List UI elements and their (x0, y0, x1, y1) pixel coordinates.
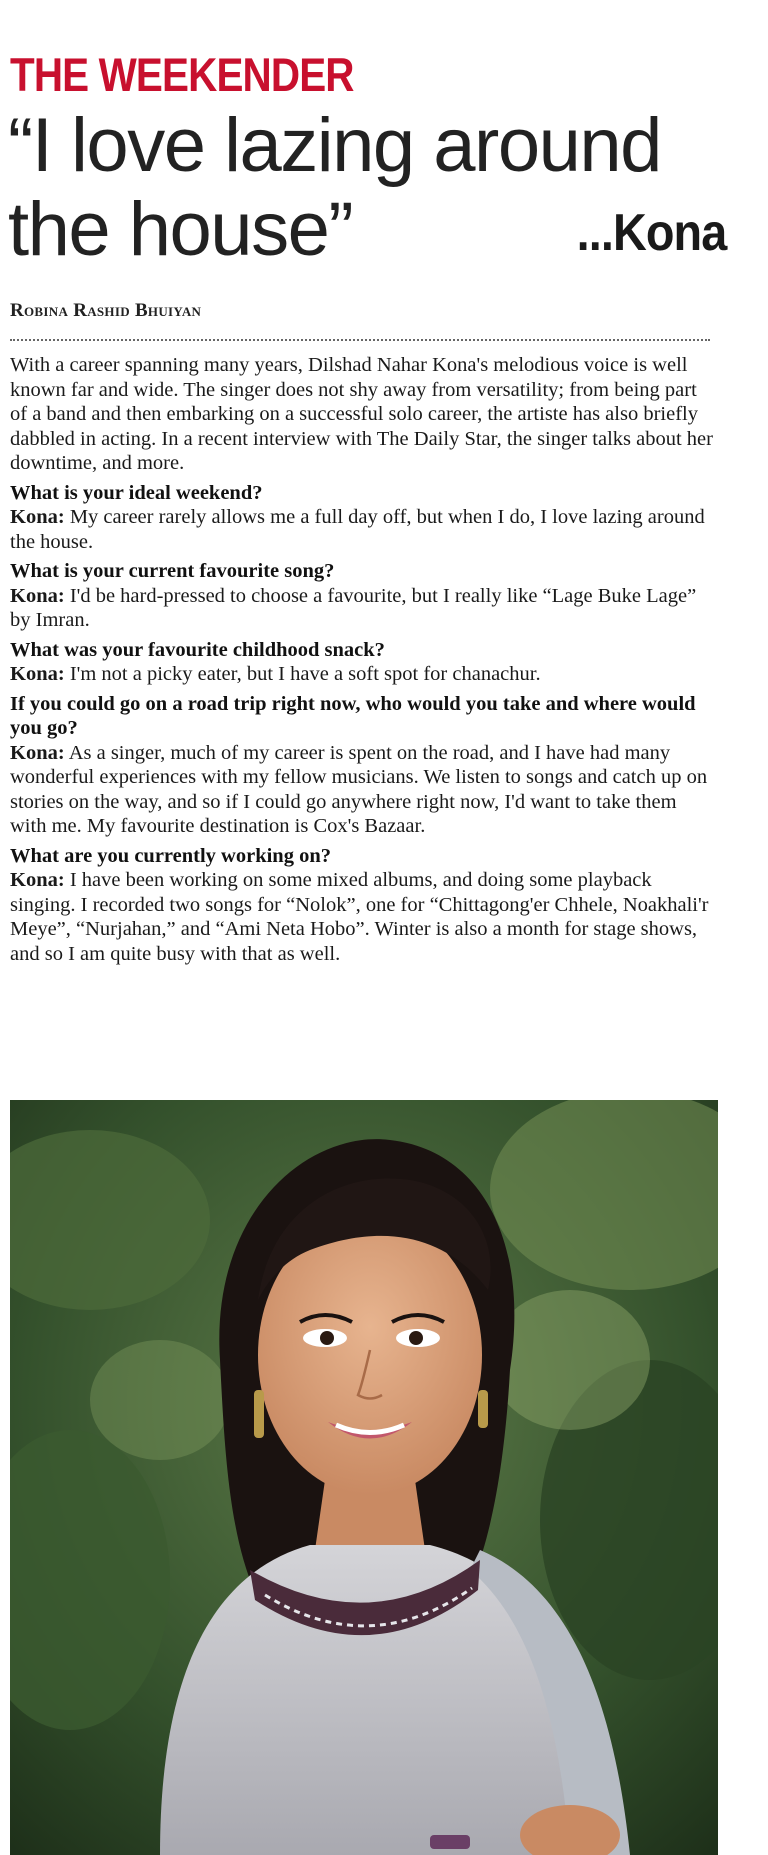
headline-attribution: ...Kona (576, 204, 726, 262)
answer-3 (10, 662, 715, 687)
answer-4 (10, 741, 715, 839)
intro-paragraph: With a career spanning many years, Dilshad Nahar Kona's melodious voice is well known far and wide. The singer does not shy away from versatility; from being part of a band and then embarking on a successful solo career, the artiste has also briefly dabbled in acting. In a recent interview with The Daily Star, the singer talks about her downtime, and more. (10, 354, 713, 474)
answer-text: I have been working on some mixed albums, and doing some playback singing. I recorded two songs for “Nolok”, one for “Chittagong'er Chhele, Noakhali'r Meye”, “Nurjahan,” and “Ami Neta Hobo”. Winter is also a month for stage shows, and so I am quite busy with that as well. (10, 869, 709, 965)
answer-2 (10, 584, 715, 633)
headline-line-2: the house” (8, 187, 353, 272)
answer-text: I'm not a picky eater, but I have a soft spot for chanachur. (69, 663, 541, 685)
dotted-divider (10, 339, 710, 341)
question-4: If you could go on a road trip right now, who would you take and where would you go? (10, 692, 696, 739)
portrait-photo (10, 1100, 718, 1855)
speaker-label: Kona: (10, 741, 65, 764)
byline: Robina Rashid Bhuiyan (10, 300, 202, 321)
question-5: What are you currently working on? (10, 844, 331, 867)
speaker-label: Kona: (10, 869, 65, 891)
speaker-label: Kona: (10, 663, 65, 685)
answer-text: My career rarely allows me a full day off, but when I do, I love lazing around the house. (10, 506, 705, 553)
section-kicker: THE WEEKENDER (10, 48, 354, 101)
question-3: What was your favourite childhood snack? (10, 638, 385, 661)
answer-text: As a singer, much of my career is spent on the road, and I have had many wonderful experiences with my fellow musicians. We listen to songs and catch up on stories on the way, and so if I could go anywhere right now, I'd want to take them with me. My favourite destination is Cox's Bazaar. (10, 741, 708, 837)
article-body (10, 353, 715, 966)
question-1: What is your ideal weekend? (10, 481, 263, 504)
answer-1 (10, 505, 715, 554)
speaker-label: Kona: (10, 506, 65, 528)
speaker-label: Kona: (10, 584, 65, 607)
question-2: What is your current favourite song? (10, 560, 335, 582)
answer-text: I'd be hard-pressed to choose a favourite, but I really like “Lage Buke Lage” by Imran. (10, 584, 697, 631)
portrait-illustration (10, 1100, 718, 1855)
headline-line-1: “I love lazing around (8, 103, 661, 188)
answer-5 (10, 868, 715, 966)
